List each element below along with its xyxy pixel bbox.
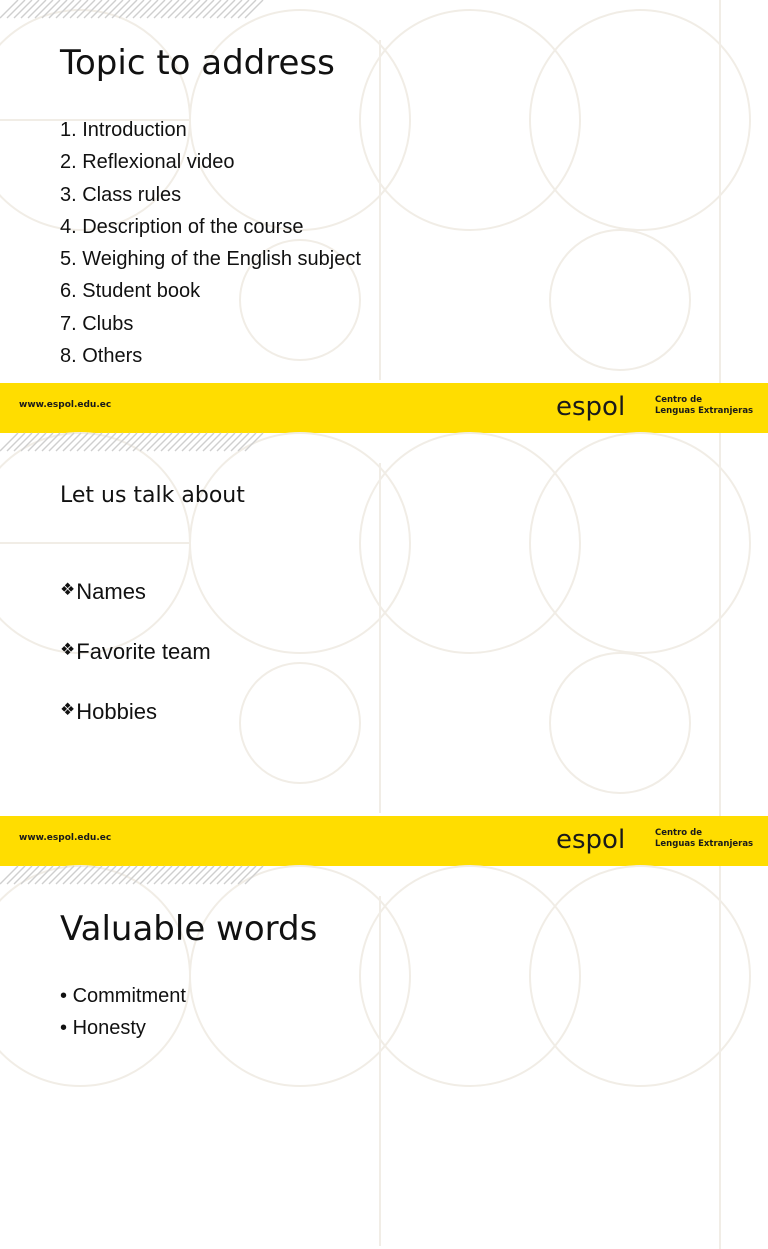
center-name: Centro de Lenguas Extranjeras [655,828,754,849]
list-item: ❖Hobbies [60,699,157,724]
list-item: 4. Description of the course [60,215,304,238]
agenda-list [60,117,361,375]
list-item: 2. Reflexional video [60,151,235,174]
hatch-stripes-icon [0,433,264,451]
list-item: 8. Others [60,345,143,368]
slide-title: Topic to address [60,43,335,83]
footer-url-link[interactable]: www.espol.edu.ec [19,400,112,410]
list-item: 1. Introduction [60,119,187,141]
list-item: ❖Favorite team [60,639,211,664]
footer-url-link[interactable]: www.espol.edu.ec [19,833,112,843]
list-item: • Honesty [60,1017,146,1039]
svg-text:espol: espol [556,825,626,855]
espol-logo-icon [556,826,638,858]
hatch-stripes-icon [0,866,264,884]
footer-band [0,383,768,433]
list-item: 5. Weighing of the English subject [60,248,361,271]
slide-title: Let us talk about [60,483,245,508]
four-diamond-bullet-icon: ❖ [60,640,76,659]
list-item: 7. Clubs [60,312,134,335]
slide-valuable-words [0,866,768,1039]
svg-text:espol: espol [556,392,626,422]
list-item: 6. Student book [60,280,201,303]
slide-title: Valuable words [60,909,318,949]
list-item: • Commitment [60,985,186,1007]
words-list [60,983,186,1047]
slide-talk-about [0,433,768,816]
espol-logo-icon [556,393,638,425]
four-diamond-bullet-icon: ❖ [60,580,76,599]
footer-band [0,816,768,866]
slide-topics [0,0,768,383]
four-diamond-bullet-icon: ❖ [60,700,76,719]
center-name: Centro de Lenguas Extranjeras [655,395,754,416]
talk-list [60,575,211,755]
hatch-stripes-icon [0,0,264,18]
round-bullet-icon: • [60,985,73,1007]
list-item: ❖Names [60,579,146,604]
list-item: 3. Class rules [60,183,182,206]
round-bullet-icon: • [60,1017,73,1039]
